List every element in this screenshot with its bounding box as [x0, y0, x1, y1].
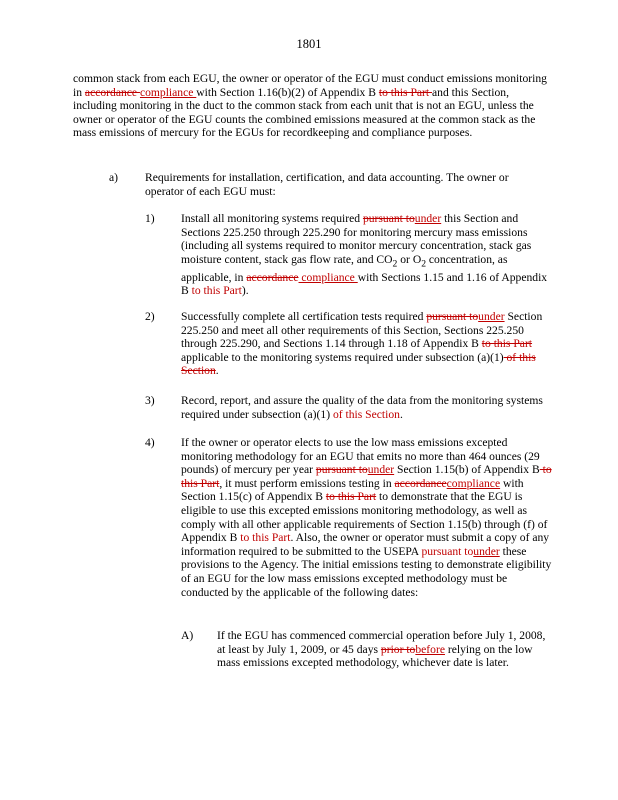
- intro-inserted-1: compliance: [139, 85, 197, 99]
- item-3-text: [181, 394, 553, 421]
- item-1-label: 1): [145, 212, 155, 225]
- item-1-deleted-2: accordance: [246, 270, 299, 284]
- item-4-text-7: these provisions to the Agency. The initial emissions testing to demonstrate eligibility of an EGU for the low mass emissions excepted methodology must be conducted by the applicable of the following dates:: [181, 544, 552, 599]
- item-2-deleted-3: of this Section: [181, 350, 536, 378]
- item-4-deleted-2: to this Part: [181, 463, 552, 490]
- item-1-inserted-1: under: [414, 212, 442, 225]
- item-1-text: [181, 212, 553, 298]
- item-4-text-6: . Also, the owner or operator must submit a copy of any information required to be submitted to the USEPA: [181, 531, 550, 558]
- item-4-text-3: , it must perform emissions testing in: [219, 476, 395, 490]
- item-2-inserted-1: under: [478, 310, 505, 323]
- subsection-a-label: a): [109, 171, 119, 184]
- item-4-text-5: to demonstrate that the EGU is eligible to use this excepted emissions monitoring methodology, as well as comply with all other applicable requirements of Section 1.15(b) through (f) of Appendix B: [181, 490, 548, 545]
- item-2-label: 2): [145, 310, 155, 323]
- item-3-label: 3): [145, 394, 155, 407]
- item-4-text: [181, 436, 553, 599]
- item-A-inserted-1: before: [415, 642, 445, 656]
- item-4-label: 4): [145, 436, 155, 449]
- item-A-text: [217, 629, 553, 670]
- item-1-text-2: this Section and Sections 225.250 through 225.290 for monitoring mercury mass emissions (including all systems required to monitor mercury concentration, stack gas moisture content, stack gas flow rate, and CO: [181, 212, 532, 266]
- item-1-text-4: concentration, as applicable, in: [181, 252, 508, 284]
- item-2-text-4: .: [215, 364, 219, 378]
- item-1-text-3: or O: [397, 252, 422, 266]
- item-1-text-1: Install all monitoring systems required: [181, 212, 363, 225]
- item-2-deleted-1: pursuant to: [426, 310, 479, 323]
- item-4-inserted-2: under: [473, 544, 500, 558]
- intro-text-1: common stack from each EGU, the owner or operator of the EGU must conduct emissions monitoring in: [73, 72, 547, 99]
- item-2-deleted-2: to this Part: [481, 337, 533, 351]
- item-2-text: [181, 310, 553, 378]
- item-2-text-3: applicable to the monitoring systems required under subsection (a)(1): [181, 350, 504, 364]
- item-1-text-5: with Sections 1.15 and 1.16 of Appendix B: [181, 270, 548, 298]
- intro-text-2: with Section 1.16(b)(2) of Appendix B: [196, 85, 379, 99]
- item-4-deleted-3: accordance: [394, 476, 447, 490]
- item-2-text-1: Successfully complete all certification tests required: [181, 310, 427, 323]
- item-A-text-1: If the EGU has commenced commercial operation before July 1, 2008, at least by July 1, 2009, or 45 days: [217, 629, 546, 656]
- item-2-text-2: Section 225.250 and meet all other requirements of this Section, Sections 225.250 through 225.290, and Sections 1.14 through 1.18 of Appendix B: [181, 310, 543, 351]
- item-4-added-1: to this Part: [240, 531, 291, 545]
- item-1-added-1: to this Part: [191, 284, 242, 298]
- item-4-text-4: with Section 1.15(c) of Appendix B: [181, 476, 524, 504]
- item-3-text-2: .: [399, 407, 403, 421]
- item-3-added-1: of this Section: [332, 407, 400, 421]
- item-A-deleted-1: prior to: [380, 642, 416, 656]
- item-A-text-2: relying on the low mass emissions excepted methodology, whichever date is later.: [217, 642, 533, 670]
- intro-text-3: and this Section, including monitoring in the duct to the common stack from each unit that is not an EGU, unless the owner or operator of the EGU counts the combined emissions measured at the common stack as the mass emissions of mercury for the EGUs for recordkeeping and compliance purposes.: [73, 85, 536, 140]
- item-3-text-1: Record, report, and assure the quality of the data from the monitoring systems required under subsection (a)(1): [181, 394, 543, 421]
- item-4-text-1: If the owner or operator elects to use the low mass emissions excepted monitoring methodology for an EGU that emits no more than 464 ounces (29 pounds) of mercury per year: [181, 436, 540, 477]
- intro-paragraph: [73, 72, 551, 140]
- item-1-subscript-2: 2: [421, 258, 427, 270]
- item-4-added-2: pursuant to: [421, 544, 474, 558]
- item-1-inserted-2: compliance: [298, 270, 358, 284]
- item-4-deleted-4: to this Part: [325, 490, 377, 504]
- item-1-text-6: ).: [241, 284, 249, 298]
- page-number: 1801: [296, 37, 322, 51]
- item-4-inserted-3: compliance: [446, 476, 501, 490]
- item-4-inserted-1: under: [367, 463, 395, 477]
- item-A-label: A): [181, 629, 194, 642]
- item-4-deleted-1: pursuant to: [315, 463, 368, 477]
- subsection-a-text: Requirements for installation, certification, and data accounting. The owner or operator of each EGU must:: [145, 171, 509, 198]
- item-1-subscript-1: 2: [392, 258, 398, 270]
- item-4-text-2: Section 1.15(b) of Appendix B: [394, 463, 540, 477]
- intro-deleted-1: accordance: [84, 85, 140, 99]
- intro-deleted-2: to this Part: [378, 85, 433, 99]
- item-1-deleted-1: pursuant to: [362, 212, 415, 225]
